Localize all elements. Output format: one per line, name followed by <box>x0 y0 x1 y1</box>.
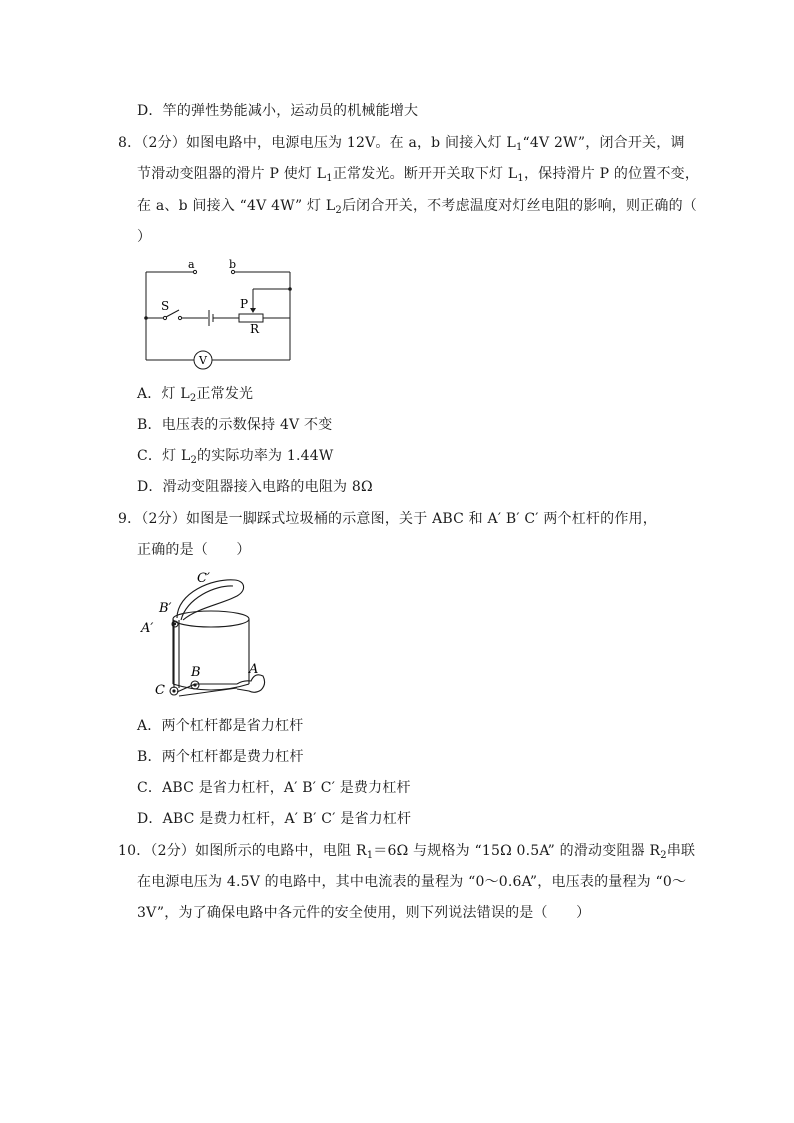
terminal-b-label: b <box>229 258 237 271</box>
question-9-stem-line-2: 正确的是（ ） <box>137 542 251 558</box>
question-8-option-d[interactable]: D．滑动变阻器接入电路的电阻为 8Ω <box>137 479 373 495</box>
circuit-diagram <box>137 258 307 370</box>
previous-option-d: D．竿的弹性势能减小，运动员的机械能增大 <box>137 103 419 119</box>
question-8-option-b[interactable]: B．电压表的示数保持 4V 不变 <box>137 417 333 433</box>
question-8-stem-line-1: 8．（2分）如图电路中，电源电压为 12V。在 a，b 间接入灯 $L_1“4V$ 2W”，闭合开关，调 <box>118 135 685 153</box>
label-a-prime: A′ <box>141 621 154 636</box>
question-8-number: 8．（2分） <box>118 135 187 151</box>
question-9-option-b[interactable]: B．两个杠杆都是费力杠杆 <box>137 749 304 765</box>
terminal-a-label: a <box>188 258 195 271</box>
question-9-option-d[interactable]: D．ABC 是费力杠杆，A′ B′ C′ 是省力杠杆 <box>137 811 412 827</box>
question-10-stem-line-2: 在电源电压为 4.5V 的电路中，其中电流表的量程为 “0～0.6A”，电压表的量程为 “0～ <box>137 874 687 890</box>
label-b: B <box>191 665 201 680</box>
label-b-prime: B′ <box>159 601 172 616</box>
switch-label: S <box>161 299 170 313</box>
question-9-number: 9．（2分） <box>118 511 187 527</box>
question-10-number: 10．（2分） <box>118 843 196 859</box>
label-a: A <box>249 662 259 677</box>
question-8-stem-line-2: 节滑动变阻器的滑片 P 使灯 $L_1$正常发光。断开开关取下灯 $L_1$，保持滑片 P 的位置不变， <box>137 166 700 184</box>
question-8-stem-line-3: 在 a、b 间接入 “4V 4W” 灯 $L_2$后闭合开关，不考虑温度对灯丝电阻的影响，则正确的（ <box>137 198 697 216</box>
question-8-stem-line-4: ） <box>137 229 152 245</box>
resistor-label: R <box>250 322 260 336</box>
label-c: C <box>155 683 165 698</box>
label-c-prime: C′ <box>197 571 210 586</box>
question-10-stem-line-3: 3V”，为了确保电路中各元件的安全使用，则下列说法错误的是（ ） <box>137 905 591 921</box>
question-9-option-c[interactable]: C．ABC 是省力杠杆，A′ B′ C′ 是费力杠杆 <box>137 780 411 796</box>
question-8-option-a[interactable]: A．灯 $L_2$正常发光 <box>137 386 254 404</box>
question-9-option-a[interactable]: A．两个杠杆都是省力杠杆 <box>137 718 304 734</box>
slider-label: P <box>240 297 249 311</box>
question-10-stem-line-1: 10．（2分）如图所示的电路中，电阻 $R_1=6\Omega$ 与规格为 “15Ω 0.5A” 的滑动变阻器 $R_2$串联 <box>118 843 696 861</box>
voltmeter-label: V <box>199 354 207 367</box>
question-9-stem-line-1: 9．（2分）如图是一脚踩式垃圾桶的示意图，关于 ABC 和 A′ B′ C′ 两个杠杆的作用， <box>118 511 657 527</box>
question-8-option-c[interactable]: C．灯 $L_2$的实际功率为 1.44W <box>137 448 334 466</box>
trash-can-diagram <box>137 568 277 702</box>
